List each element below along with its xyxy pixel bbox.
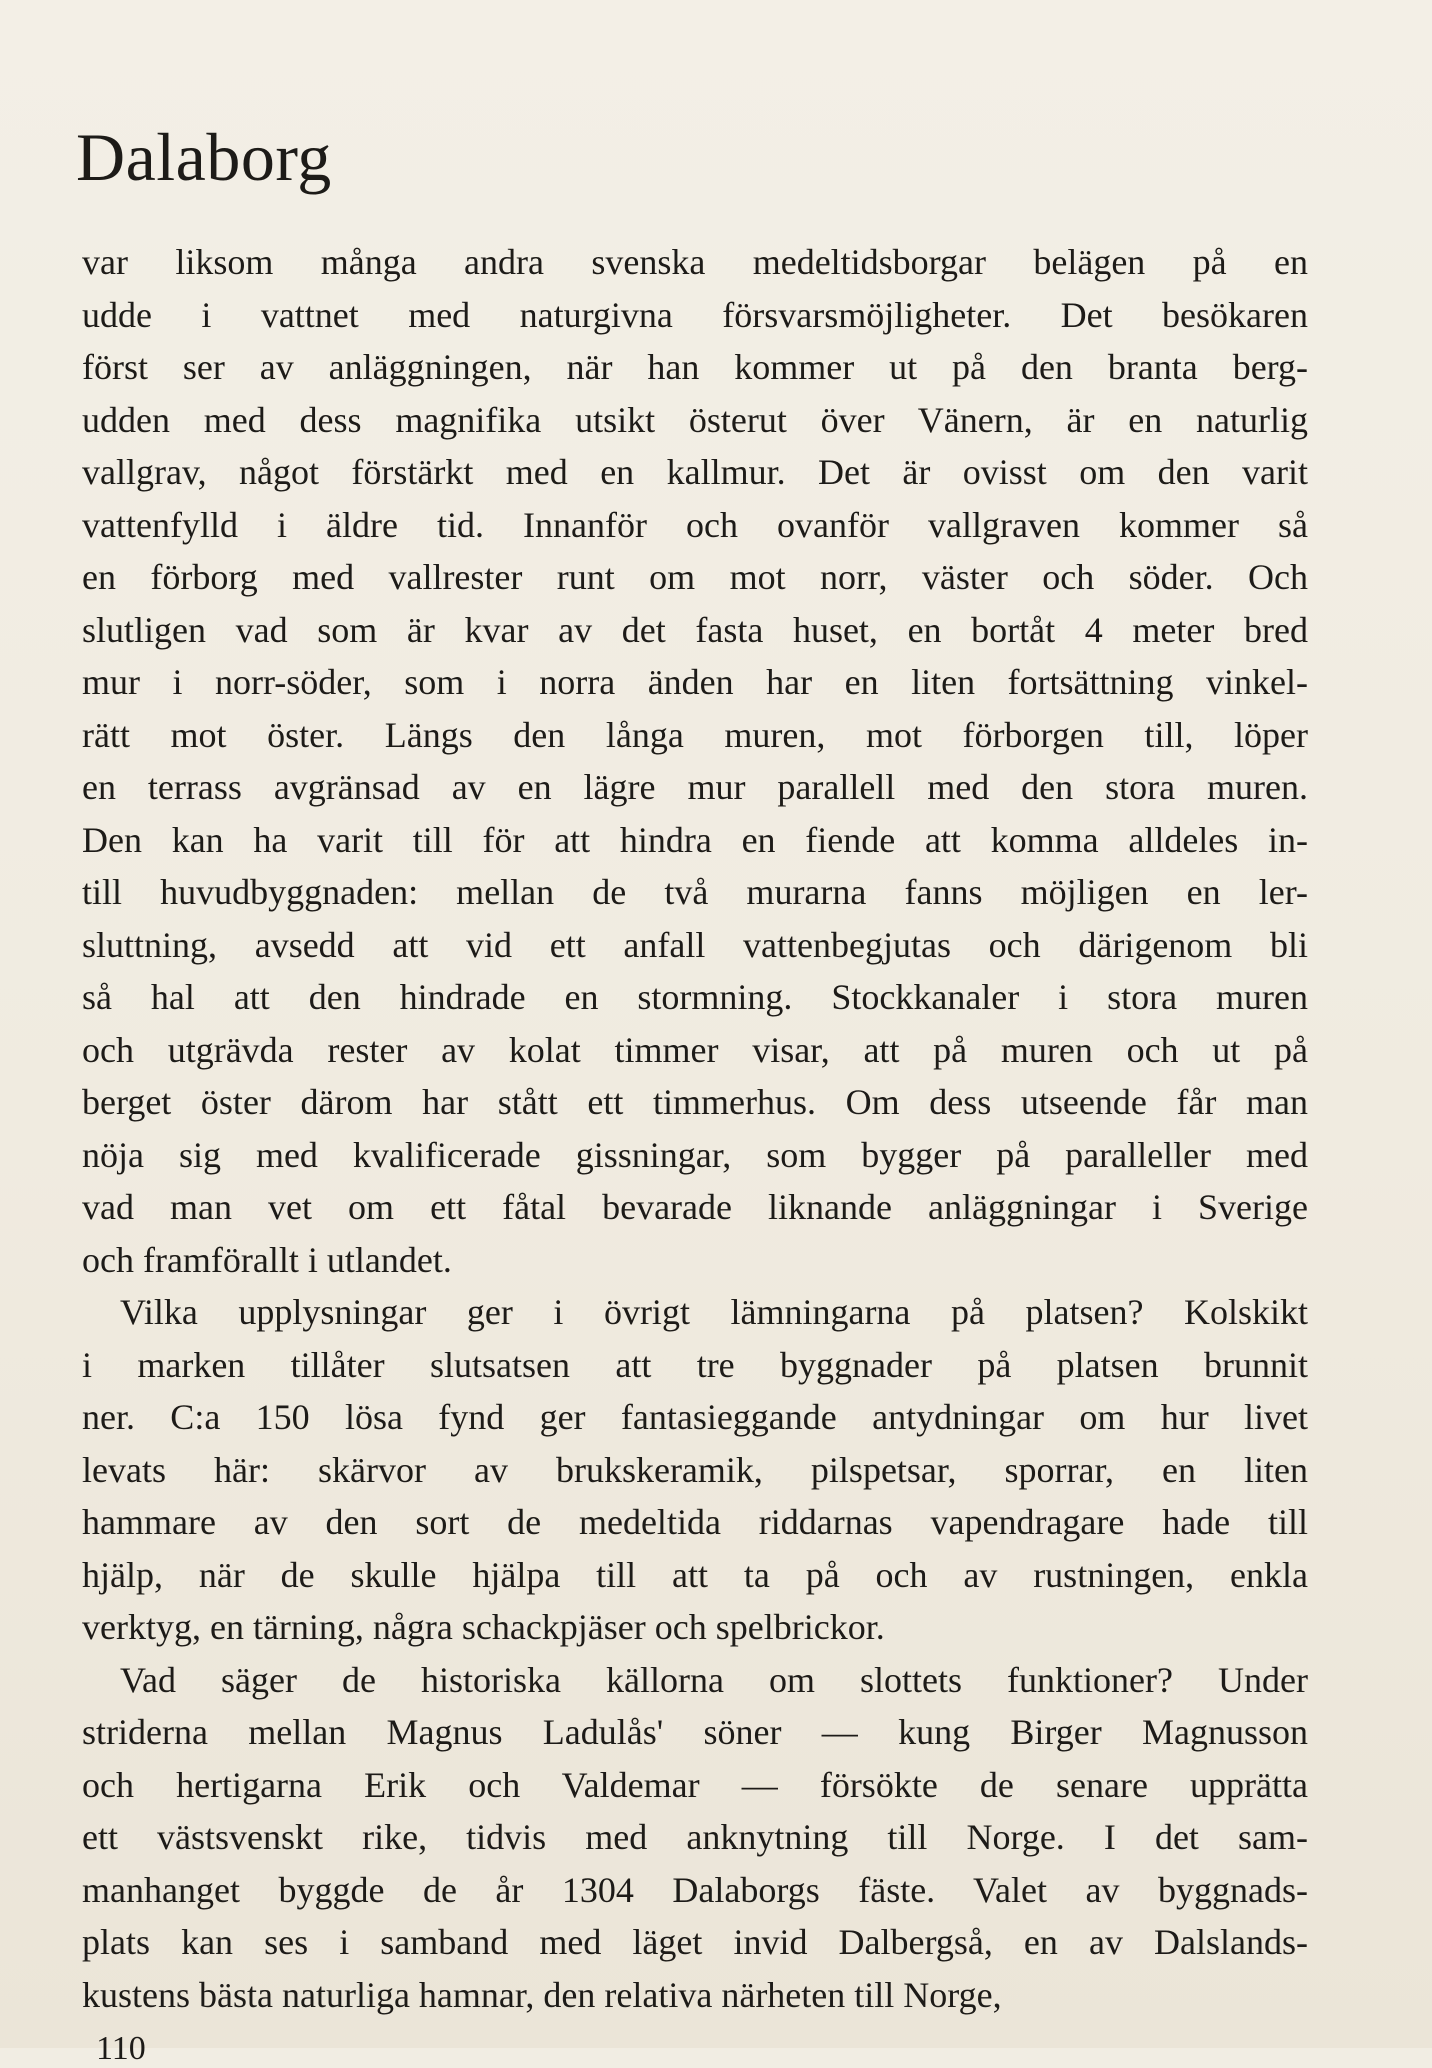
- text-line: kustens bästa naturliga hamnar, den relativa närheten till Norge,: [82, 1974, 1002, 2015]
- chapter-heading: Dalaborg: [76, 119, 332, 195]
- text-line: Vad säger de historiska källorna om slottets funktioner? Under: [120, 1659, 1308, 1700]
- text-line: Vilka upplysningar ger i övrigt lämningarna på platsen? Kolskikt: [120, 1292, 1308, 1332]
- text-line: hammare av den sort de medeltida riddarnas vapendragare hade till: [82, 1502, 1308, 1542]
- text-line: udden med dess magnifika utsikt österut över Vänern, är en naturlig: [82, 399, 1308, 440]
- text-line: manhanget byggde de år 1304 Dalaborgs fäste. Valet av byggnads-: [82, 1869, 1308, 1910]
- text-line: och utgrävda rester av kolat timmer visar, att på muren och ut på: [82, 1029, 1308, 1070]
- text-line: berget öster därom har stått ett timmerhus. Om dess utseende får man: [82, 1082, 1308, 1122]
- text-line: verktyg, en tärning, några schackpjäser och spelbrickor.: [82, 1607, 885, 1647]
- text-line: nöja sig med kvalificerade gissningar, som bygger på paralleller med: [82, 1134, 1308, 1175]
- text-line: en förborg med vallrester runt om mot norr, väster och söder. Och: [82, 557, 1308, 597]
- text-line: vad man vet om ett fåtal bevarade liknande anläggningar i Sverige: [82, 1187, 1308, 1227]
- text-line: i marken tillåter slutsatsen att tre byggnader på platsen brunnit: [82, 1344, 1308, 1385]
- text-line: slutligen vad som är kvar av det fasta huset, en bortåt 4 meter bred: [82, 609, 1308, 650]
- text-line: levats här: skärvor av brukskeramik, pilspetsar, sporrar, en liten: [82, 1449, 1308, 1490]
- text-line: vallgrav, något förstärkt med en kallmur. Det är ovisst om den varit: [82, 452, 1308, 492]
- text-line: striderna mellan Magnus Ladulås' söner — kung Birger Magnusson: [82, 1712, 1308, 1752]
- text-line: och hertigarna Erik och Valdemar — försökte de senare upprätta: [82, 1764, 1308, 1805]
- text-line: en terrass avgränsad av en lägre mur parallell med den stora muren.: [82, 767, 1308, 807]
- text-line: så hal att den hindrade en stormning. Stockkanaler i stora muren: [82, 977, 1308, 1017]
- text-line: och framförallt i utlandet.: [82, 1239, 452, 1280]
- text-line: rätt mot öster. Längs den långa muren, mot förborgen till, löper: [82, 714, 1308, 755]
- text-line: sluttning, avsedd att vid ett anfall vattenbegjutas och därigenom bli: [82, 924, 1308, 965]
- body-text: [82, 236, 1308, 2021]
- text-line: till huvudbyggnaden: mellan de två murarna fanns möjligen en ler-: [82, 872, 1308, 912]
- text-line: Den kan ha varit till för att hindra en fiende att komma alldeles in-: [82, 819, 1308, 860]
- text-line: ner. C:a 150 lösa fynd ger fantasieggande antydningar om hur livet: [82, 1397, 1308, 1437]
- text-line: mur i norr-söder, som i norra änden har en liten fortsättning vinkel-: [82, 662, 1308, 702]
- text-line: plats kan ses i samband med läget invid Dalbergså, en av Dalslands-: [82, 1922, 1308, 1962]
- paragraph: [82, 236, 1308, 1286]
- text-line: var liksom många andra svenska medeltidsborgar belägen på en: [82, 242, 1308, 282]
- text-line: udde i vattnet med naturgivna försvarsmöjligheter. Det besökaren: [82, 294, 1308, 335]
- text-line: ett västsvenskt rike, tidvis med anknytning till Norge. I det sam-: [82, 1817, 1308, 1857]
- text-line: först ser av anläggningen, när han kommer ut på den branta berg-: [82, 347, 1308, 387]
- paragraph: [82, 1286, 1308, 1654]
- page-number: 110: [96, 2030, 146, 2067]
- paragraph: [82, 1654, 1308, 2022]
- text-line: vattenfylld i äldre tid. Innanför och ovanför vallgraven kommer så: [82, 504, 1308, 545]
- text-line: hjälp, när de skulle hjälpa till att ta på och av rustningen, enkla: [82, 1554, 1308, 1595]
